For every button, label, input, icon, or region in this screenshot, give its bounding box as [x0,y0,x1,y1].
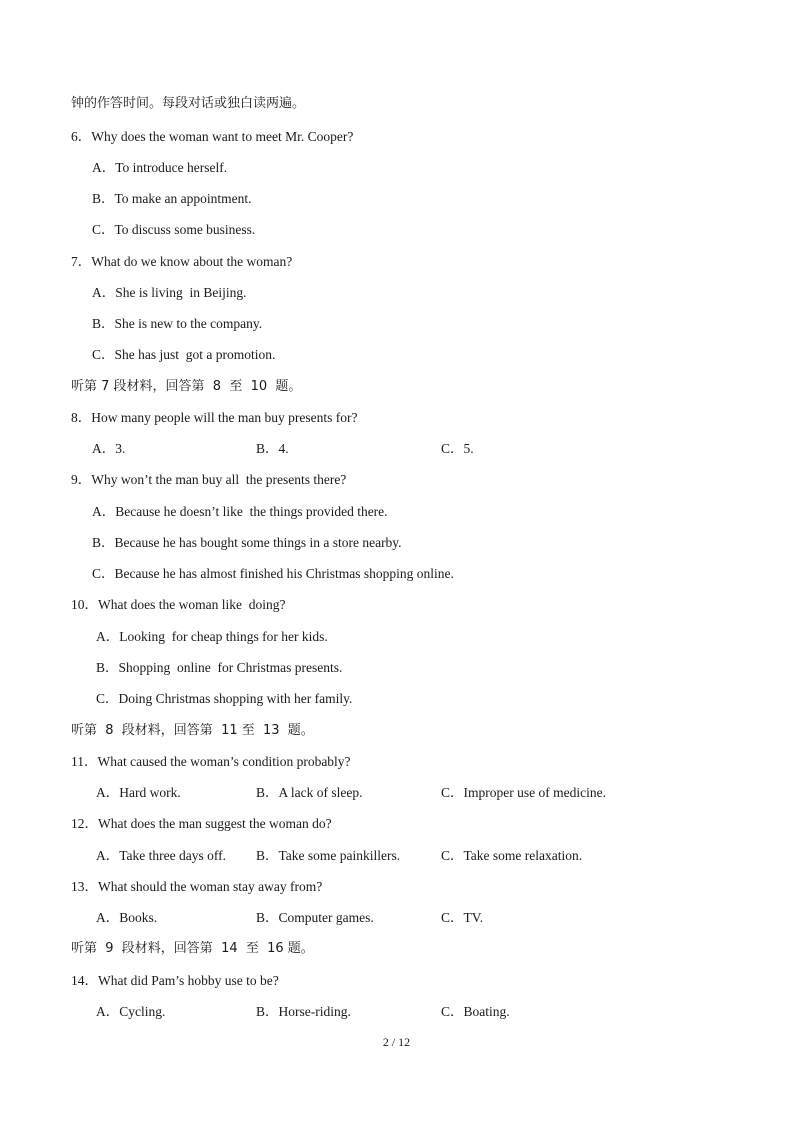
question-12-stem: 12．What does the man suggest the woman do? [71,816,332,831]
section-8-heading: 听第 8 段材料，回答第 11 至 13 题。 [71,723,314,738]
question-13-option-b: B．Computer games. [256,910,374,925]
question-6-option-b: B．To make an appointment. [92,191,252,206]
question-11-option-c: C．Improper use of medicine. [441,785,606,800]
question-9-option-a: A．Because he doesn’t like the things provided there. [92,504,388,519]
question-13-option-a: A．Books. [96,910,158,925]
question-7-stem: 7．What do we know about the woman? [71,254,293,269]
section-7-heading: 听第 7 段材料，回答第 8 至 10 题。 [71,379,302,394]
question-8-stem: 8．How many people will the man buy presents for? [71,410,358,425]
question-11-stem: 11．What caused the woman’s condition probably? [71,754,351,769]
question-11-option-a: A．Hard work. [96,785,181,800]
question-12-option-a: A．Take three days off. [96,848,227,863]
question-8-option-b: B．4. [256,441,289,456]
question-9-option-c: C．Because he has almost finished his Christmas shopping online. [92,566,454,581]
question-14-option-a: A．Cycling. [96,1004,166,1019]
question-14-stem: 14．What did Pam’s hobby use to be? [71,973,279,988]
question-8-option-a: A．3. [92,441,126,456]
question-14-option-b: B．Horse-riding. [256,1004,351,1019]
question-10-option-a: A．Looking for cheap things for her kids. [96,629,328,644]
question-11-option-b: B．A lack of sleep. [256,785,363,800]
question-12-option-b: B．Take some painkillers. [256,848,401,863]
question-9-stem: 9．Why won’t the man buy all the presents there? [71,472,347,487]
question-8-option-c: C．5. [441,441,474,456]
question-10-stem: 10．What does the woman like doing? [71,597,286,612]
question-10-option-b: B．Shopping online for Christmas presents. [96,660,343,675]
question-13-option-c: C．TV. [441,910,484,925]
question-12-option-c: C．Take some relaxation. [441,848,583,863]
question-9-option-b: B．Because he has bought some things in a store nearby. [92,535,402,550]
question-10-option-c: C．Doing Christmas shopping with her family. [96,691,353,706]
question-14-option-c: C．Boating. [441,1004,510,1019]
intro-text: 钟的作答时间。每段对话或独白读两遍。 [71,96,306,111]
question-13-stem: 13．What should the woman stay away from? [71,879,323,894]
question-6-option-a: A．To introduce herself. [92,160,228,175]
question-7-option-b: B．She is new to the company. [92,316,263,331]
page-number: 2 / 12 [382,1035,411,1049]
question-6-option-c: C．To discuss some business. [92,222,256,237]
question-7-option-c: C．She has just got a promotion. [92,347,276,362]
question-6-stem: 6．Why does the woman want to meet Mr. Cooper? [71,129,354,144]
question-7-option-a: A．She is living in Beijing. [92,285,247,300]
section-9-heading: 听第 9 段材料，回答第 14 至 16 题。 [71,941,314,956]
